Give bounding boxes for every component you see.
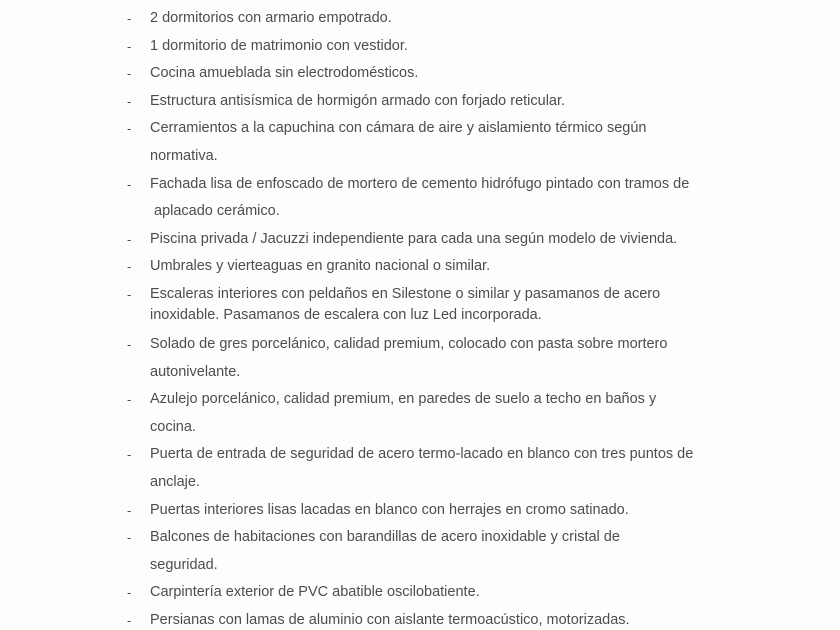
list-item-text <box>150 5 770 33</box>
bullet-dash: - <box>127 447 132 463</box>
bullet-dash: - <box>127 392 132 408</box>
bullet-dash: - <box>127 176 132 192</box>
text-line: autonivelante. <box>150 363 241 380</box>
text-line: 1 dormitorio de matrimonio con vestidor. <box>150 37 408 54</box>
list-item <box>127 171 770 226</box>
list-item <box>127 441 770 496</box>
list-item-text <box>150 579 770 607</box>
list-item-text <box>150 115 770 170</box>
list-item <box>127 607 770 630</box>
text-line: 2 dormitorios con armario empotrado. <box>150 10 392 26</box>
list-item-text <box>150 497 770 525</box>
text-line: Solado de gres porcelánico, calidad premium, colocado con pasta sobre mortero <box>150 335 668 352</box>
bullet-dash: - <box>127 336 132 352</box>
text-line: Balcones de habitaciones con barandillas de acero inoxidable y cristal de <box>150 529 620 546</box>
bullet-dash: - <box>127 121 132 137</box>
text-line: normativa. <box>150 147 218 164</box>
bullet-dash: - <box>127 530 132 546</box>
bullet-dash: - <box>127 286 132 302</box>
text-line: anclaje. <box>150 473 200 490</box>
text-line: Azulejo porcelánico, calidad premium, en paredes de suelo a techo en baños y <box>150 391 657 408</box>
bullet-dash: - <box>127 585 132 601</box>
bullet-dash: - <box>127 38 132 54</box>
bullet-dash: - <box>127 93 132 109</box>
bullet-dash: - <box>127 11 132 26</box>
text-line: inoxidable. Pasamanos de escalera con luz Led incorporada. <box>150 306 542 323</box>
list-item <box>127 115 770 170</box>
list-item-text <box>150 253 770 281</box>
list-item <box>127 60 770 88</box>
bullet-dash: - <box>127 259 132 275</box>
list-item-text <box>150 33 770 61</box>
list-item-text <box>150 60 770 88</box>
text-line: Persianas con lamas de aluminio con aislante termoacústico, motorizadas. <box>150 611 630 628</box>
text-line: seguridad. <box>150 556 218 573</box>
list-item <box>127 88 770 116</box>
list-item <box>127 497 770 525</box>
text-line: Cocina amueblada sin electrodomésticos. <box>150 65 419 82</box>
list-item <box>127 253 770 281</box>
text-line: Escaleras interiores con peldaños en Silestone o similar y pasamanos de acero <box>150 285 661 302</box>
text-line: Fachada lisa de enfoscado de mortero de cemento hidrófugo pintado con tramos de <box>150 175 690 192</box>
list-item <box>127 579 770 607</box>
list-item-text <box>150 386 770 441</box>
list-item-text <box>150 88 770 116</box>
feature-list <box>127 5 770 630</box>
bullet-dash: - <box>127 66 132 82</box>
list-item <box>127 33 770 61</box>
text-line: Puerta de entrada de seguridad de acero termo-lacado en blanco con tres puntos de <box>150 446 694 463</box>
list-item-text <box>150 284 770 326</box>
text-line: Puertas interiores lisas lacadas en blanco con herrajes en cromo satinado. <box>150 501 629 518</box>
list-item <box>127 331 770 386</box>
list-item <box>127 226 770 254</box>
list-item-text <box>150 331 770 386</box>
text-line: cocina. <box>150 418 196 435</box>
text-line: aplacado cerámico. <box>154 203 280 220</box>
text-line: Estructura antisísmica de hormigón armado con forjado reticular. <box>150 92 566 109</box>
list-item-text <box>150 226 770 254</box>
list-item-text <box>150 524 770 579</box>
list-item-text <box>150 607 770 630</box>
list-item <box>127 386 770 441</box>
bullet-dash: - <box>127 231 132 247</box>
list-item <box>127 281 770 331</box>
bullet-dash: - <box>127 502 132 518</box>
list-item-text <box>150 441 770 496</box>
text-line: Piscina privada / Jacuzzi independiente para cada una según modelo de vivienda. <box>150 230 678 247</box>
text-line: Umbrales y vierteaguas en granito nacional o similar. <box>150 258 491 275</box>
bullet-dash: - <box>127 612 132 628</box>
list-item-text <box>150 171 770 226</box>
list-item <box>127 5 770 33</box>
text-line: Carpintería exterior de PVC abatible oscilobatiente. <box>150 584 480 601</box>
list-item <box>127 524 770 579</box>
text-line: Cerramientos a la capuchina con cámara de aire y aislamiento térmico según <box>150 120 647 137</box>
